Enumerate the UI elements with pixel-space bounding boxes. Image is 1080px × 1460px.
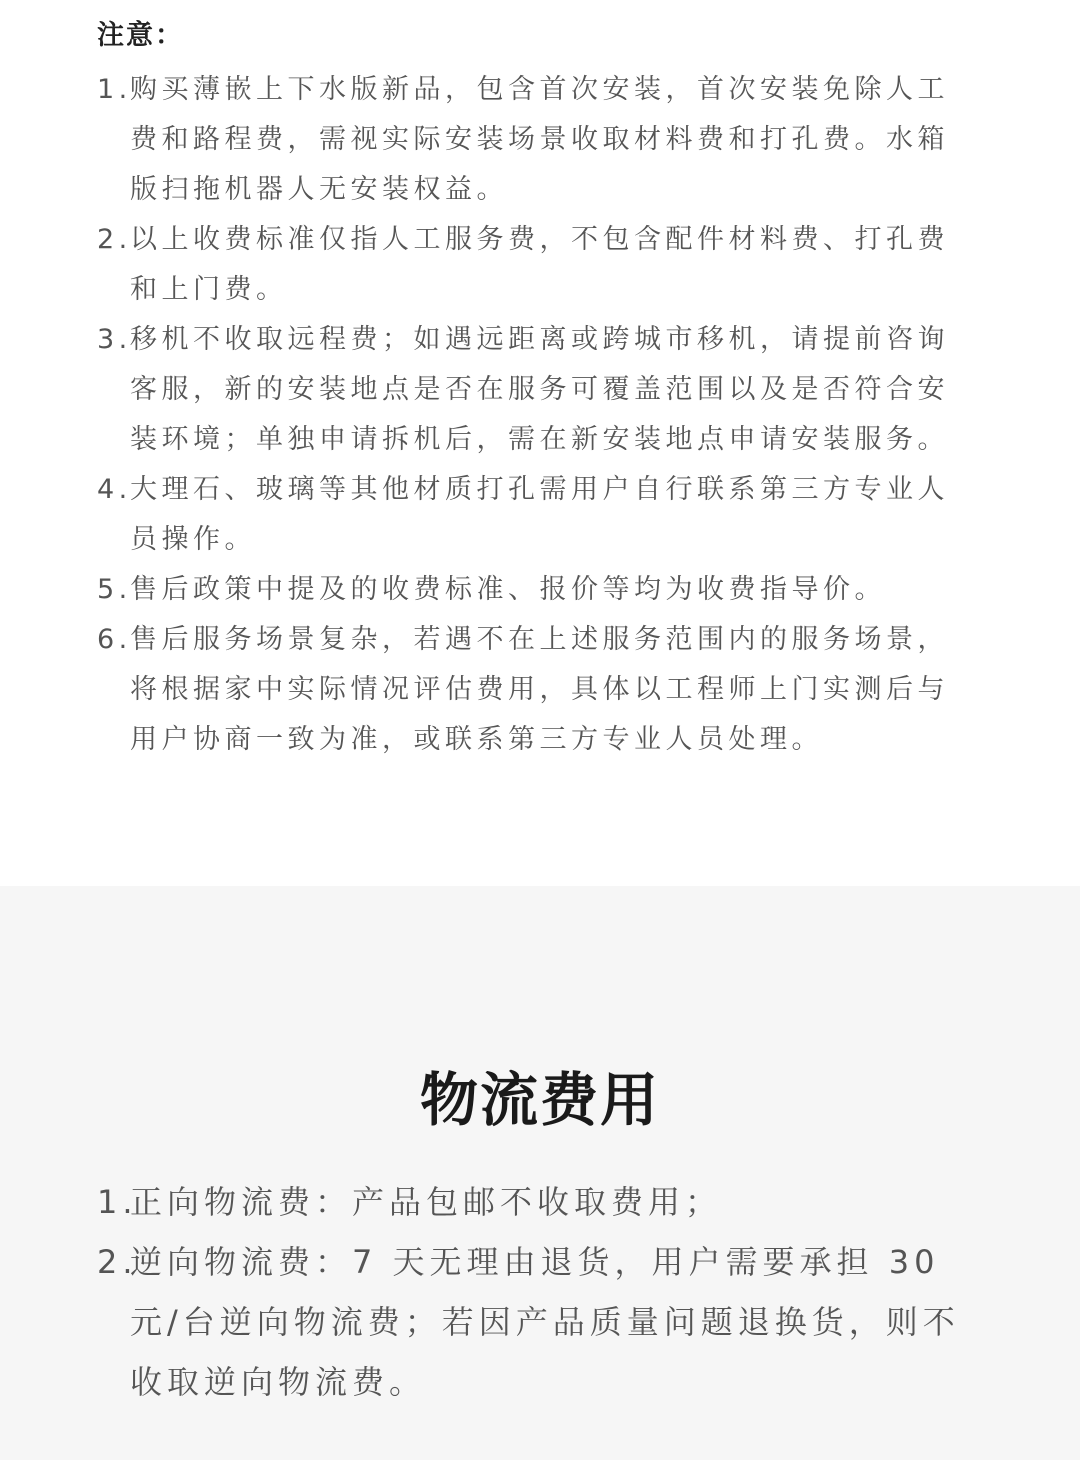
list-item-text: 移机不收取远程费；如遇远距离或跨城市移机，请提前咨询客服，新的安装地点是否在服务可覆盖范围以及是否符合安装环境；单独申请拆机后，需在新安装地点申请安装服务。 <box>130 324 949 455</box>
list-item-number: 6. <box>97 624 132 655</box>
list-item-text: 正向物流费：产品包邮不收取费用； <box>130 1183 723 1221</box>
list-item-text: 大理石、玻璃等其他材质打孔需用户自行联系第三方专业人员操作。 <box>130 474 949 555</box>
list-item-number: 2. <box>97 224 132 255</box>
list-item-text: 逆向物流费：7 天无理由退货，用户需要承担 30 元/台逆向物流费；若因产品质量问题退换货，则不收取逆向物流费。 <box>130 1243 960 1401</box>
list-item-text: 售后服务场景复杂，若遇不在上述服务范围内的服务场景，将根据家中实际情况评估费用，具体以工程师上门实测后与用户协商一致为准，或联系第三方专业人员处理。 <box>130 624 949 755</box>
list-item-number: 1. <box>97 1183 138 1221</box>
list-item-text: 购买薄嵌上下水版新品，包含首次安装，首次安装免除人工费和路程费，需视实际安装场景收取材料费和打孔费。水箱版扫拖机器人无安装权益。 <box>130 74 949 205</box>
list-item-number: 1. <box>97 74 132 105</box>
list-item <box>97 1172 967 1232</box>
logistics-section <box>0 886 1080 1460</box>
logistics-list <box>97 1172 967 1412</box>
list-item <box>97 565 967 615</box>
list-item-number: 2. <box>97 1243 138 1281</box>
list-item-number: 5. <box>97 574 132 605</box>
list-item-text: 售后政策中提及的收费标准、报价等均为收费指导价。 <box>130 574 886 605</box>
list-item <box>97 465 967 565</box>
notice-list <box>97 65 967 765</box>
list-item-text: 以上收费标准仅指人工服务费，不包含配件材料费、打孔费和上门费。 <box>130 224 949 305</box>
list-item <box>97 315 967 465</box>
list-item <box>97 215 967 315</box>
list-item-number: 3. <box>97 324 132 355</box>
notice-heading: 注意： <box>97 20 184 51</box>
list-item <box>97 1232 967 1412</box>
list-item <box>97 65 967 215</box>
list-item-number: 4. <box>97 474 132 505</box>
logistics-title: 物流费用 <box>419 1066 660 1134</box>
list-item <box>97 615 967 765</box>
